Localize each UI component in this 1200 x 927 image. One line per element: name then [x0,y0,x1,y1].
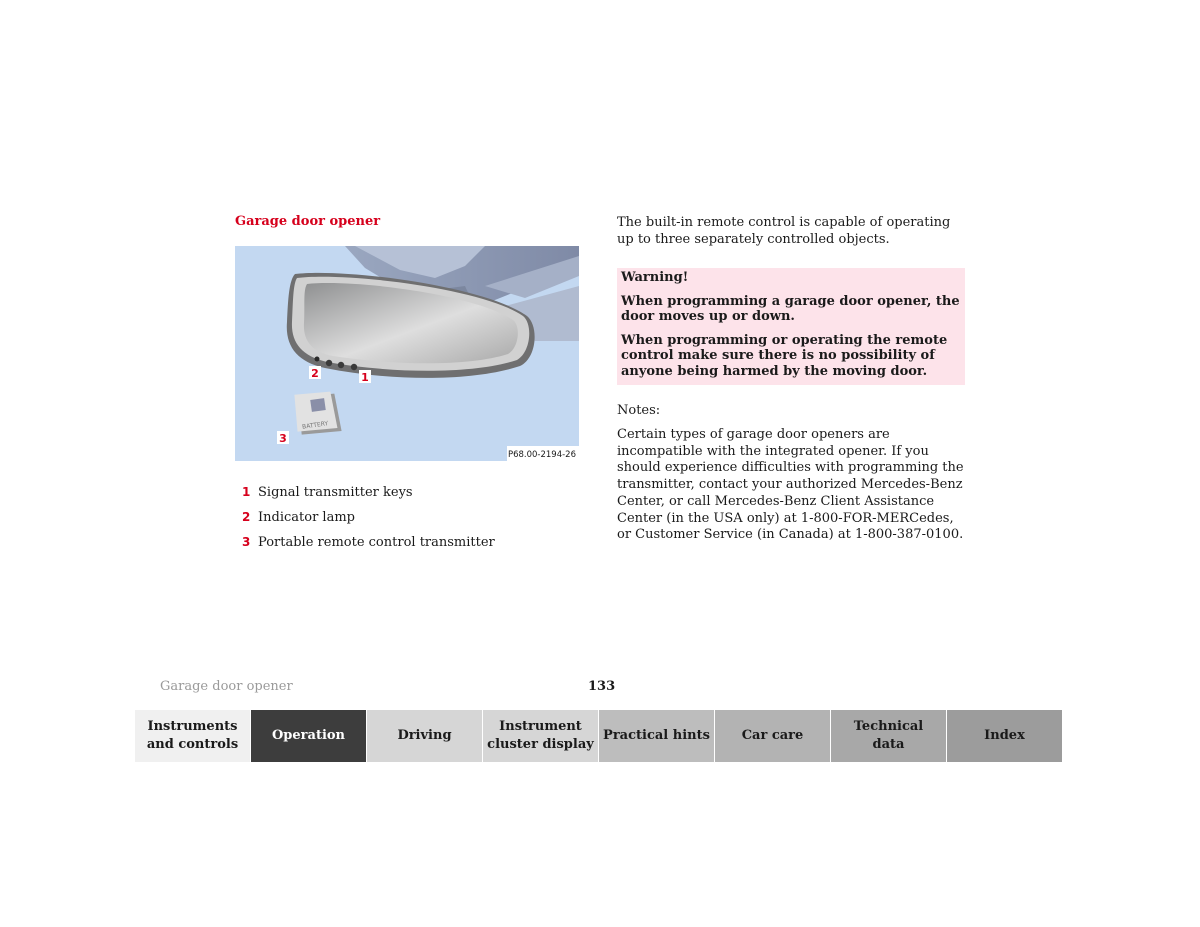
page-number: 133 [588,679,616,694]
nav-tab-practical-hints[interactable]: Practical hints [599,710,715,762]
warning-box [617,268,965,385]
footer-section-title: Garage door opener [160,679,293,694]
warning-paragraph: When programming or operating the remote control make sure there is no possibility of anyone being harmed by the moving door. [621,332,948,379]
nav-tab-car-care[interactable]: Car care [715,710,831,762]
nav-tab-index[interactable]: Index [947,710,1063,762]
legend-number: 3 [242,535,251,549]
nav-tab-driving[interactable]: Driving [367,710,483,762]
legend-item [242,509,495,534]
legend-number: 1 [242,485,251,499]
callout-1: 1 [361,371,369,384]
warning-paragraph: When programming a garage door opener, the door moves up or down. [621,293,960,324]
figure-legend [242,484,495,559]
nav-tab-operation[interactable]: Operation [251,710,367,762]
nav-tab-technical-data[interactable]: Technical data [831,710,947,762]
mirror-illustration [235,246,579,461]
warning-title: Warning! [621,270,689,285]
legend-item [242,534,495,559]
legend-text: Signal transmitter keys [258,485,413,500]
chapter-navigation [135,710,1063,762]
legend-number: 2 [242,510,251,524]
notes-body: Certain types of garage door openers are incompatible with the integrated opener. If you should experience difficulties with programming the transmitter, contact your authorized Mercedes-Benz Center, or call Mercedes-Benz Client Assistance Center (in the USA only) at 1-800-FOR-MERCedes, or Customer Service (in Canada) at 1-800-387-0100. [617,427,964,543]
nav-tab-instruments-and-controls[interactable]: Instruments and controls [135,710,251,762]
notes-label: Notes: [617,403,661,418]
intro-paragraph: The built-in remote control is capable of operating up to three separately controlled objects. [617,215,951,247]
section-title: Garage door opener [235,214,381,229]
legend-text: Indicator lamp [258,510,355,525]
callout-2: 2 [311,367,319,380]
nav-tab-instrument-cluster-display[interactable]: Instrument cluster display [483,710,599,762]
transmitter-label: BATTERY [301,420,329,431]
legend-text: Portable remote control transmitter [258,535,495,550]
figure-code: P68.00-2194-26 [507,450,576,460]
legend-item [242,484,495,509]
callout-3: 3 [279,432,287,445]
